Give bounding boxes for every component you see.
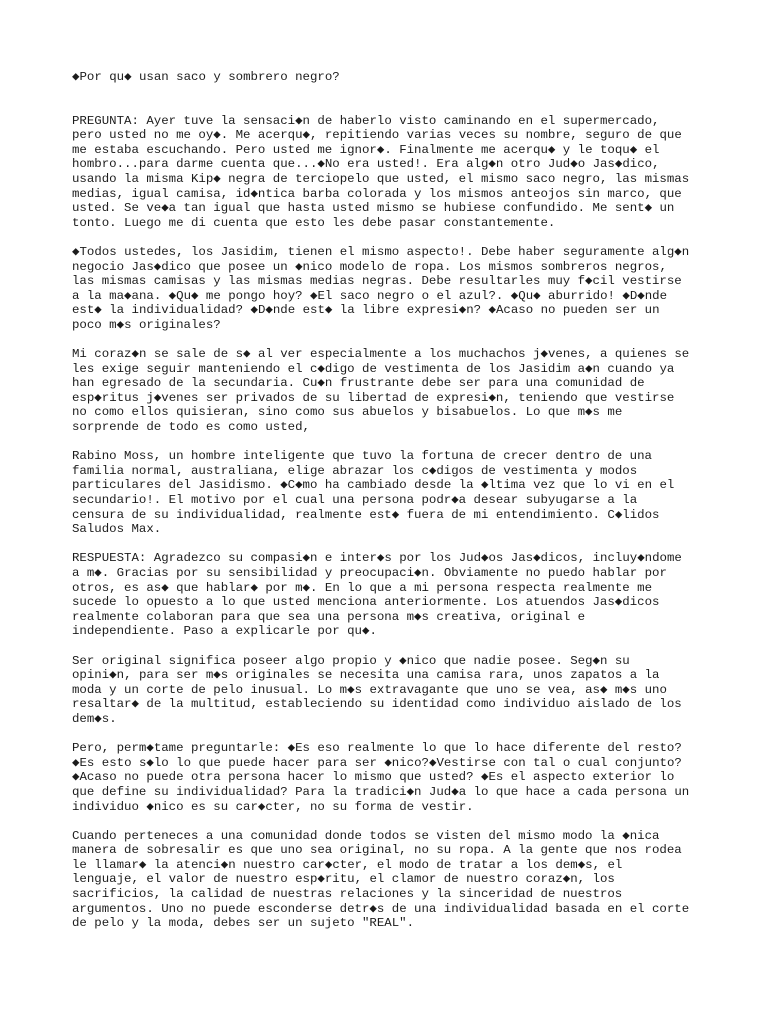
document-paragraph <box>72 829 728 931</box>
paragraph-line: Cuando perteneces a una comunidad donde todos se visten del mismo modo la ◆nica <box>72 828 660 843</box>
paragraph-line: censura de su individualidad, realmente est◆ fuera de mi entendimiento. C◆lidos <box>72 507 660 522</box>
paragraph-line: dem◆s. <box>72 711 117 726</box>
paragraph-line: les exige seguir manteniendo el c◆digo de vestimenta de los Jasidim a◆n cuando ya <box>72 361 675 376</box>
paragraph-line: resaltar◆ de la multitud, estableciendo su identidad como individuo aislado de los <box>72 697 682 712</box>
paragraph-line: Mi coraz◆n se sale de s◆ al ver especialmente a los muchachos j◆venes, a quienes se <box>72 347 690 362</box>
paragraph-line: individuo ◆nico es su car◆cter, no su forma de vestir. <box>72 799 474 814</box>
document-paragraph <box>72 741 728 814</box>
paragraph-line: lenguaje, el valor de nuestro esp◆ritu, el clamor de nuestro coraz◆n, los <box>72 872 615 887</box>
document-body <box>72 114 728 931</box>
paragraph-line: de pelo y la moda, debes ser un sujeto "REAL". <box>72 916 415 931</box>
paragraph-line: sucede lo opuesto a lo que usted menciona anteriormente. Los atuendos Jas◆dicos <box>72 595 660 610</box>
paragraph-line: moda y un corte de pelo inusual. Lo m◆s extravagante que uno se vea, as◆ m◆s uno <box>72 682 667 697</box>
paragraph-line: le llamar◆ la atenci◆n nuestro car◆cter, el modo de tratar a los dem◆s, el <box>72 857 623 872</box>
paragraph-line: secundario!. El motivo por el cual una persona podr◆a desear subyugarse a la <box>72 493 638 508</box>
paragraph-line: a m◆. Gracias por su sensibilidad y preocupaci◆n. Obviamente no puedo hablar por <box>72 566 667 580</box>
paragraph-line: las mismas camisas y las mismas medias negras. Debe resultarles muy f◆cil vestirse <box>72 274 682 289</box>
paragraph-line: usted. Se ve◆a tan igual que hasta usted mismo se hubiese confundido. Me sent◆ un <box>72 201 675 216</box>
document-title: ◆Por qu◆ usan saco y sombrero negro? <box>72 70 340 84</box>
paragraph-line: opini◆n, para ser m◆s originales se necesita una camisa rara, unos zapatos a la <box>72 668 660 683</box>
paragraph-line: poco m◆s originales? <box>72 317 221 332</box>
paragraph-line: me estaba escuchando. Pero usted me ignor◆. Finalmente me acerqu◆ y le toqu◆ el <box>72 142 660 157</box>
paragraph-line: est◆ la individualidad? ◆D◆nde est◆ la libre expresi◆n? ◆Acaso no pueden ser un <box>72 303 660 318</box>
paragraph-line: realmente colaboran para que sea una persona m◆s creativa, original e <box>72 609 586 624</box>
document-paragraph <box>72 347 728 435</box>
paragraph-line: Saludos Max. <box>72 522 162 537</box>
paragraph-line: otros, es as◆ que hablar◆ por m◆. En lo que a mi persona respecta realmente me <box>72 580 653 595</box>
paragraph-line: que define su individualidad? Para la tradici◆n Jud◆a lo que hace a cada persona un <box>72 784 690 799</box>
paragraph-line: RESPUESTA: Agradezco su compasi◆n e inter◆s por los Jud◆os Jas◆dicos, incluy◆ndome <box>72 551 682 566</box>
paragraph-line: independiente. Paso a explicarle por qu◆. <box>72 624 377 639</box>
paragraph-line: sacrificios, la calidad de nuestras relaciones y la sinceridad de nuestros <box>72 887 623 902</box>
paragraph-line: ◆Acaso no puede otra persona hacer lo mismo que usted? ◆Es el aspecto exterior lo <box>72 770 675 785</box>
paragraph-line: Pero, perm◆tame preguntarle: ◆Es eso realmente lo que lo hace diferente del resto? <box>72 741 682 756</box>
paragraph-line: particulares del Jasidismo. ◆C◆mo ha cambiado desde la ◆ltima vez que lo vi en el <box>72 478 675 493</box>
paragraph-line: manera de sobresalir es que uno sea original, no su ropa. A la gente que nos rodea <box>72 843 682 858</box>
paragraph-line: medias, igual camisa, id◆ntica barba colorada y los mismos anteojos sin marco, que <box>72 186 682 201</box>
document-paragraph <box>72 654 728 727</box>
document-paragraph <box>72 245 728 333</box>
paragraph-line: esp◆ritus j◆venes ser privados de su libertad de expresi◆n, teniendo que vestirse <box>72 390 675 405</box>
paragraph-line: negocio Jas◆dico que posee un ◆nico modelo de ropa. Los mismos sombreros negros, <box>72 259 667 274</box>
paragraph-line: Rabino Moss, un hombre inteligente que tuvo la fortuna de crecer dentro de una <box>72 449 652 464</box>
paragraph-line: argumentos. Uno no puede esconderse detr◆s de una individualidad basada en el corte <box>72 901 690 916</box>
paragraph-line: familia normal, australiana, elige abrazar los c◆digos de vestimenta y modos <box>72 463 638 478</box>
document-paragraph <box>72 449 728 537</box>
paragraph-line: han egresado de la secundaria. Cu◆n frustrante debe ser para una comunidad de <box>72 376 645 391</box>
document-paragraph <box>72 114 728 231</box>
paragraph-line: a la ma◆ana. ◆Qu◆ me pongo hoy? ◆El saco negro o el azul?. ◆Qu◆ aburrido! ◆D◆nde <box>72 288 668 303</box>
paragraph-line: pero usted no me oy◆. Me acerqu◆, repitiendo varias veces su nombre, seguro de que <box>72 128 682 143</box>
paragraph-line: Ser original significa poseer algo propio y ◆nico que nadie posee. Seg◆n su <box>72 653 630 668</box>
paragraph-line: sorprende de todo es como usted, <box>72 420 310 435</box>
paragraph-line: PREGUNTA: Ayer tuve la sensaci◆n de haberlo visto caminando en el supermercado, <box>72 113 660 128</box>
paragraph-line: hombro...para darme cuenta que...◆No era usted!. Era alg◆n otro Jud◆o Jas◆dico, <box>72 157 660 172</box>
paragraph-line: no como ellos quisieran, sino como sus abuelos y bisabuelos. Lo que m◆s me <box>72 405 623 420</box>
paragraph-line: usando la misma Kip◆ negra de terciopelo que usted, el mismo saco negro, las mismas <box>72 171 690 186</box>
paragraph-line: ◆Todos ustedes, los Jasidim, tienen el mismo aspecto!. Debe haber seguramente alg◆n <box>72 244 690 259</box>
paragraph-line: ◆Es esto s◆lo lo que puede hacer para ser ◆nico?◆Vestirse con tal o cual conjunto? <box>72 755 682 770</box>
document-paragraph <box>72 551 728 639</box>
paragraph-line: tonto. Luego me di cuenta que esto les debe pasar constantemente. <box>72 215 556 230</box>
